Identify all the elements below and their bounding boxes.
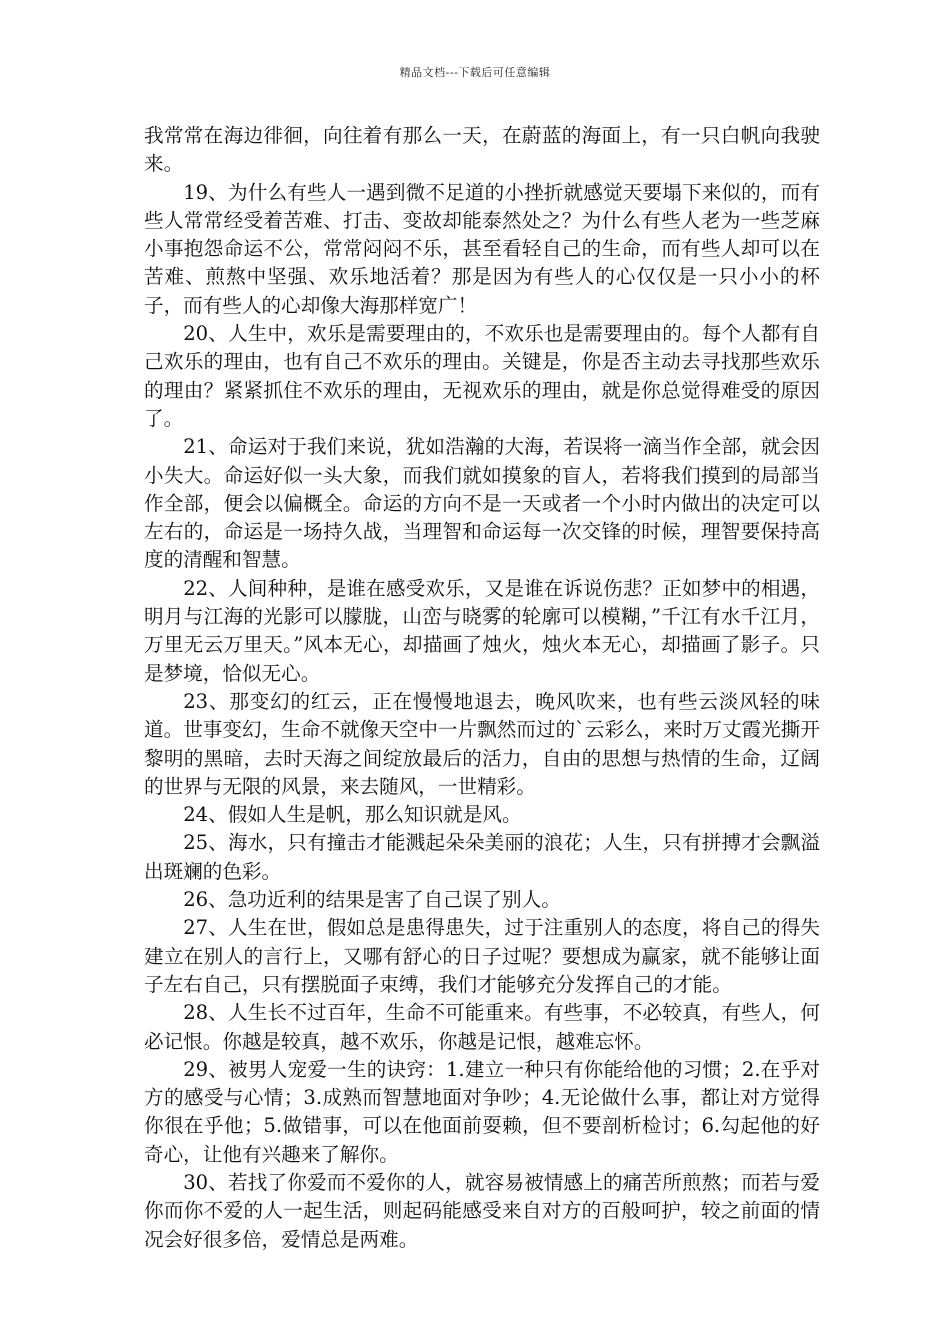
paragraph-24: 24、假如人生是帆，那么知识就是风。 (183, 803, 522, 827)
paragraph-30: 30、若找了你爱而不爱你的人，就容易被情感上的痛苦所煎熬；而若与爱你而你不爱的人一起生活，则起码能感受来自对方的百般呵护，较之前面的情况会好很多倍，爱情总是两难。 (144, 1170, 820, 1251)
paragraph-28: 28、人生长不过百年，生命不可能重来。有些事，不必较真，有些人，何必记恨。你越是较真，越不欢乐，你越是记恨，越难忘怀。 (144, 1001, 820, 1053)
paragraph-intro: 我常常在海边徘徊，向往着有那么一天，在蔚蓝的海面上，有一只白帆向我驶来。 (144, 124, 820, 176)
paragraph-27: 27、人生在世，假如总是患得患失，过于注重别人的态度，将自己的得失建立在别人的言行上，又哪有舒心的日子过呢？要想成为赢家，就不能够让面子左右自己，只有摆脱面子束缚，我们才能够充分发挥自己的才能。 (144, 916, 820, 996)
paragraph-20: 20、人生中，欢乐是需要理由的，不欢乐也是需要理由的。每个人都有自己欢乐的理由，也有自己不欢乐的理由。关键是，你是否主动去寻找那些欢乐的理由？紧紧抓住不欢乐的理由，无视欢乐的理由，就是你总觉得难受的原因了。 (144, 322, 820, 430)
document-body (144, 122, 820, 1254)
paragraph-22: 22、人间种种，是谁在感受欢乐，又是谁在诉说伤悲？正如梦中的相遇，明月与江海的光影可以朦胧，山峦与晓雾的轮廓可以模糊，”千江有水千江月，万里无云万里天。”风本无心，却描画了烛火，烛火本无心，却描画了影子。只是梦境，恰似无心。 (144, 576, 820, 685)
paragraph-21: 21、命运对于我们来说，犹如浩瀚的大海，若误将一滴当作全部，就会因小失大。命运好似一头大象，而我们就如摸象的盲人，若将我们摸到的局部当作全部，便会以偏概全。命运的方向不是一天或者一个小时内做出的决定可以左右的，命运是一场持久战，当理智和命运每一次交锋的时候，理智要保持高度的清醒和智慧。 (144, 435, 820, 572)
paragraph-29: 29、被男人宠爱一生的诀窍：1.建立一种只有你能给他的习惯；2.在乎对方的感受与心情；3.成熟而智慧地面对争吵；4.无论做什么事，都让对方觉得你很在乎他；5.做错事，可以在他面前耍赖，但不要剖析检讨；6.勾起他的好奇心，让他有兴趣来了解你。 (144, 1057, 820, 1166)
paragraph-19: 19、为什么有些人一遇到微不足道的小挫折就感觉天要塌下来似的，而有些人常常经受着苦难、打击、变故却能泰然处之？为什么有些人老为一些芝麻小事抱怨命运不公，常常闷闷不乐，甚至看轻自己的生命，而有些人却可以在苦难、煎熬中坚强、欢乐地活着？那是因为有些人的心仅仅是一只小小的杯子，而有些人的心却像大海那样宽广！ (144, 180, 820, 317)
paragraph-23: 23、那变幻的红云，正在慢慢地退去，晚风吹来，也有些云淡风轻的味道。世事变幻，生命不就像天空中一片飘然而过的`云彩么，来时万丈霞光撕开黎明的黑暗，去时天海之间绽放最后的活力，自由的思想与热情的生命，辽阔的世界与无限的风景，来去随风，一世精彩。 (144, 689, 820, 798)
paragraph-25: 25、海水，只有撞击才能溅起朵朵美丽的浪花；人生，只有拼搏才会飘溢出斑斓的色彩。 (144, 831, 820, 883)
page-header: 精品文档---下载后可任意编辑 (399, 66, 551, 79)
paragraph-26: 26、急功近利的结果是害了自己误了别人。 (183, 888, 561, 912)
